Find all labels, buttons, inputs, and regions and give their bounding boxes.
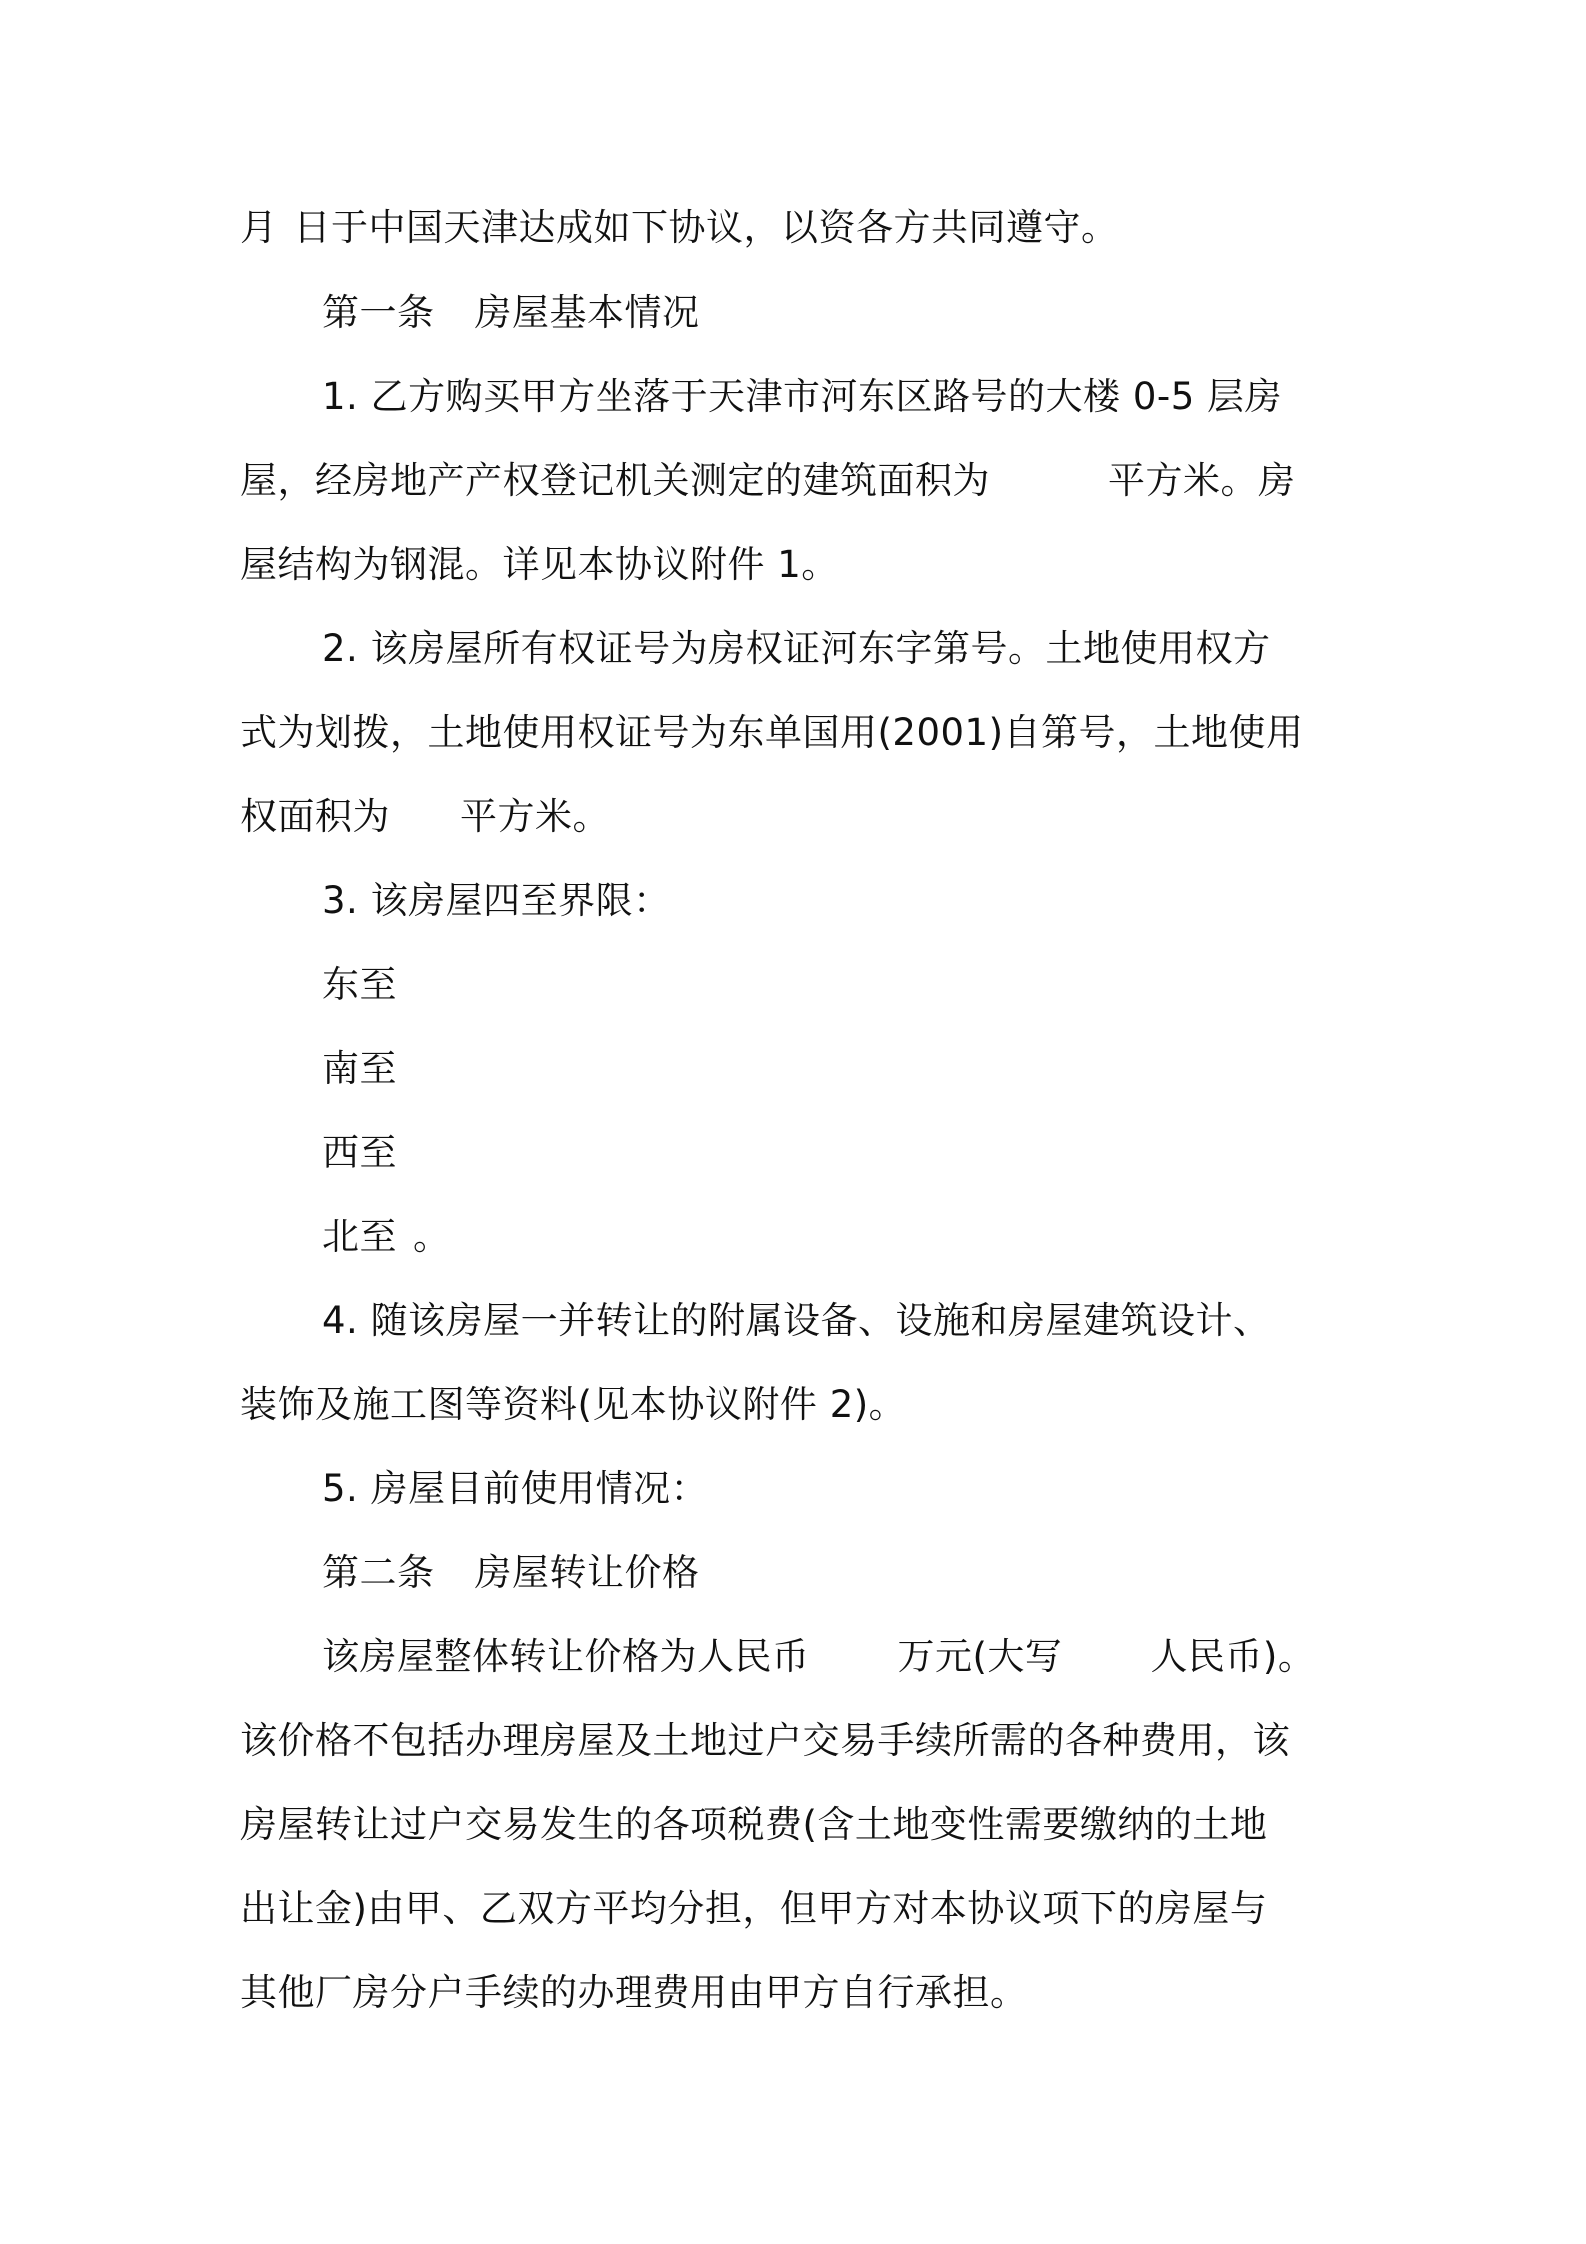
boundary-north xyxy=(322,1212,1362,1262)
article-1-heading xyxy=(322,288,1362,338)
text-line-6: 2. 该房屋所有权证号为房权证河东字第号。土地使用权方 xyxy=(322,627,1271,670)
text-line-19: 该价格不包括办理房屋及土地过户交易手续所需的各种费用，该 xyxy=(240,1719,1290,1762)
text-line-20: 房屋转让过户交易发生的各项税费(含土地变性需要缴纳的土地 xyxy=(240,1803,1268,1846)
text-segment: 人民币)。 xyxy=(1150,1635,1316,1678)
text-line-21: 出让金)由甲、乙双方平均分担，但甲方对本协议项下的房屋与 xyxy=(240,1887,1268,1930)
text-segment: 北至 xyxy=(322,1215,397,1258)
text-line-8 xyxy=(240,792,1360,842)
text-segment: 屋，经房地产产权登记机关测定的建筑面积为 xyxy=(240,459,990,502)
article-2-heading xyxy=(322,1548,1362,1598)
boundary-south: 南至 xyxy=(322,1047,397,1090)
text-segment: 。 xyxy=(413,1215,451,1258)
text-line-9: 3. 该房屋四至界限： xyxy=(322,879,671,922)
boundary-west: 西至 xyxy=(322,1131,397,1174)
article-title: 房屋转让价格 xyxy=(474,1551,700,1594)
text-line-16: 5. 房屋目前使用情况： xyxy=(322,1467,709,1510)
boundary-east: 东至 xyxy=(322,963,397,1006)
text-segment: 该房屋整体转让价格为人民币 xyxy=(322,1635,810,1678)
text-line-15: 装饰及施工图等资料(见本协议附件 2)。 xyxy=(240,1383,907,1426)
text-segment: 平方米。 xyxy=(460,795,610,838)
text-line-18 xyxy=(322,1632,1362,1682)
text-line-22: 其他厂房分户手续的办理费用由甲方自行承担。 xyxy=(240,1971,1028,2014)
text-line-4 xyxy=(240,456,1360,506)
text-line-3: 1. 乙方购买甲方坐落于天津市河东区路号的大楼 0-5 层房 xyxy=(322,375,1283,418)
text-line-7: 式为划拨，土地使用权证号为东单国用(2001)自第号，土地使用 xyxy=(240,711,1304,754)
text-line-1 xyxy=(240,203,1360,253)
text-line-5: 屋结构为钢混。详见本协议附件 1。 xyxy=(240,543,839,586)
text-segment: 权面积为 xyxy=(240,795,390,838)
text-line-14: 4. 随该房屋一并转让的附属设备、设施和房屋建筑设计、 xyxy=(322,1299,1271,1342)
article-title: 房屋基本情况 xyxy=(474,291,700,334)
text-segment: 平方米。房 xyxy=(1108,459,1296,502)
article-number: 第一条 xyxy=(322,291,435,334)
text-segment: 万元(大写 xyxy=(897,1635,1063,1678)
text-segment: 月 xyxy=(240,206,278,249)
article-number: 第二条 xyxy=(322,1551,435,1594)
text-segment: 日于中国天津达成如下协议，以资各方共同遵守。 xyxy=(293,206,1119,249)
